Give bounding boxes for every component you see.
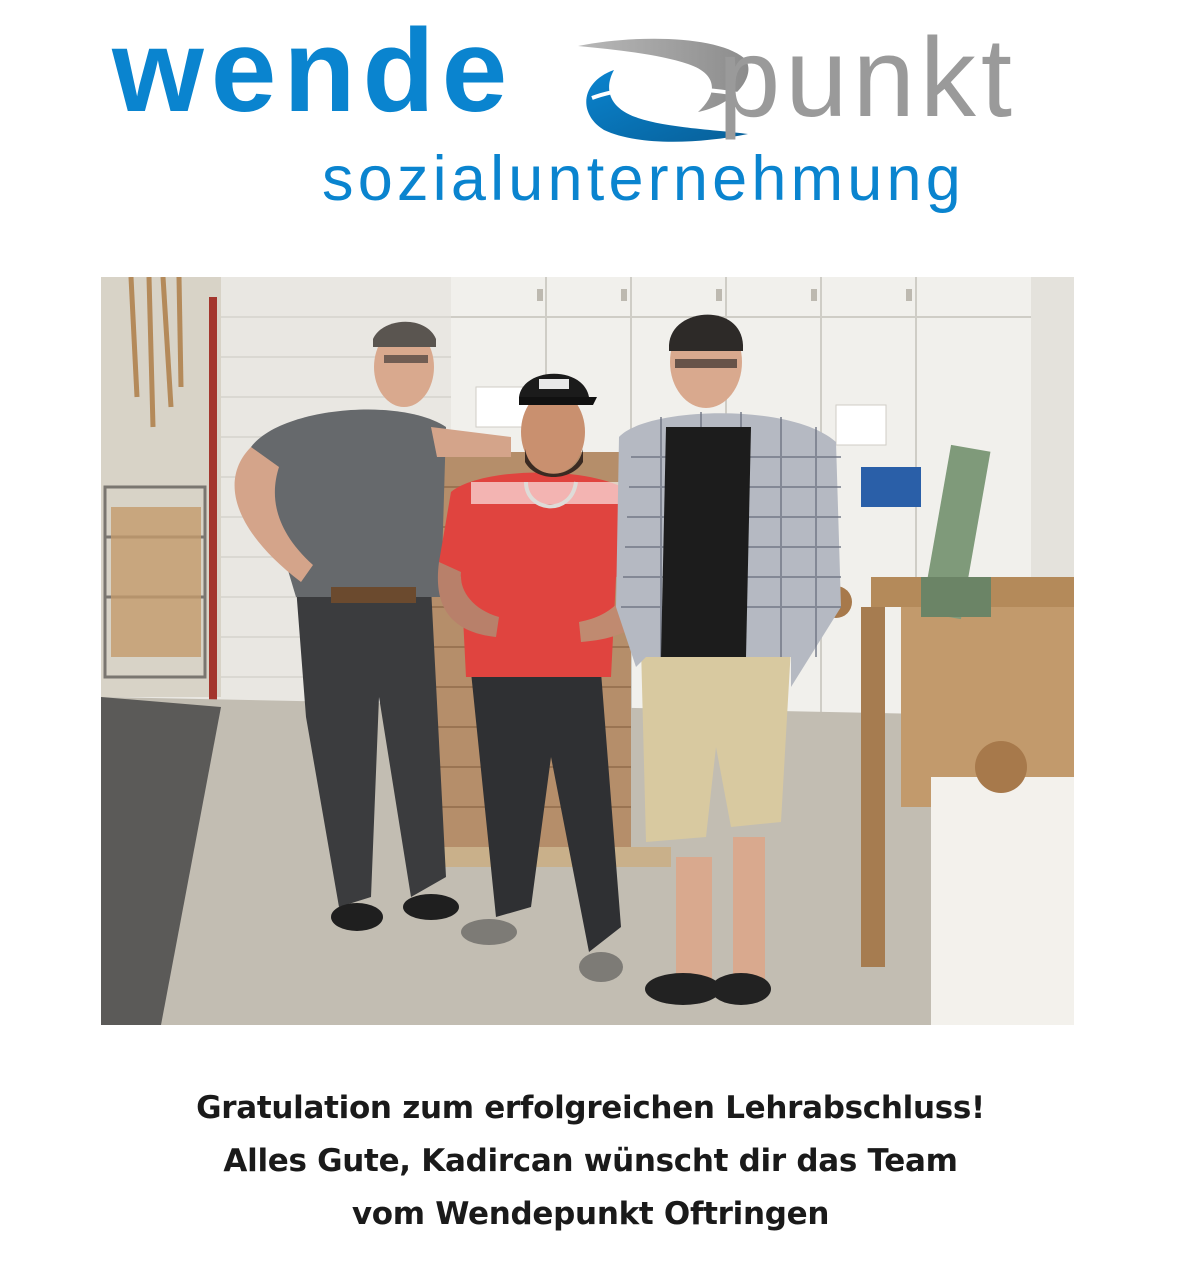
team-photo xyxy=(101,277,1074,1025)
photo-illustration xyxy=(101,277,1074,1025)
caption-line-3: vom Wendepunkt Oftringen xyxy=(351,1196,830,1232)
logo-tagline: sozialunternehmung xyxy=(322,144,965,214)
logo-word-punkt: punkt xyxy=(718,15,1017,140)
wendepunkt-logo xyxy=(0,0,1181,240)
caption-line-1: Gratulation zum erfolgreichen Lehrabschluss! xyxy=(196,1090,985,1126)
congratulation-caption xyxy=(0,1082,1181,1241)
logo-word-wende: wende xyxy=(112,5,515,137)
caption-line-2: Alles Gute, Kadircan wünscht dir das Team xyxy=(223,1143,958,1179)
